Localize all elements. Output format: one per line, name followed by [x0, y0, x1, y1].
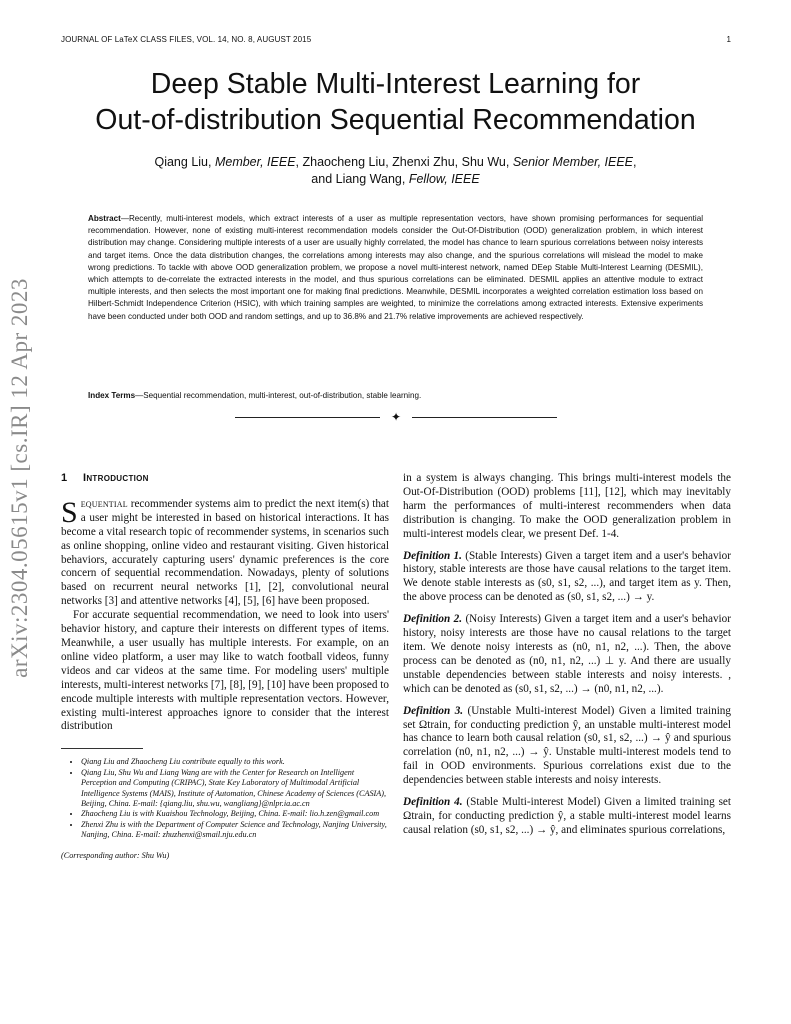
- arxiv-stamp: [0, 0, 40, 1024]
- definition-text: (Noisy Interests) Given a target item and a user's behavior history, noisy interests are those have no causal relations to the target item. We denote noisy interests as (n0, n1, n2, ...). Then, the above process can be denoted as (n0, n1, n2, ...) ⊥ y. And there are usually unstable dependencies between stable interests and noisy interests. , which can be denoted as (s0, s1, s2, ...) → (n0, n1, n2, ...).: [403, 613, 731, 695]
- definition-4: [403, 796, 731, 838]
- title-line-1: Deep Stable Multi-Interest Learning for: [150, 68, 641, 100]
- definition-label: Definition 3.: [403, 704, 464, 717]
- divider-line-right: [412, 417, 557, 418]
- author-line-2: and Liang Wang, Fellow, IEEE: [311, 172, 480, 186]
- footnote-item: • Zhenxi Zhu is with the Department of Computer Science and Technology, Nanjing University, Nanjing, China. E-mail: zhuzhenxi@smail.nju.edu.cn: [81, 820, 389, 841]
- definition-label: Definition 4.: [403, 796, 463, 809]
- author-list: [40, 154, 751, 188]
- definition-1: [403, 550, 731, 606]
- abstract: [88, 213, 703, 323]
- section-number: 1: [61, 472, 68, 484]
- index-terms-label: Index Terms: [88, 391, 136, 400]
- page-number: 1: [726, 35, 731, 44]
- arxiv-id: arXiv:2304.05615v1 [cs.IR] 12 Apr 2023: [7, 278, 32, 678]
- definition-label: Definition 2.: [403, 613, 463, 626]
- section-divider: [235, 410, 557, 424]
- definition-label: Definition 1.: [403, 549, 462, 562]
- corresponding-author: (Corresponding author: Shu Wu): [61, 850, 170, 860]
- definition-text: (Stable Multi-interest Model) Given a limited training set Ωtrain, for conducting prediction ŷ, a stable multi-interest model learns causal relation (s0, s1, s2, ...) → ŷ, and eliminates spurious correlations,: [403, 796, 731, 836]
- abstract-label: Abstract: [88, 214, 121, 223]
- footnote-item: • Qiang Liu and Zhaocheng Liu contribute equally to this work.: [81, 757, 389, 767]
- index-terms-text: —Sequential recommendation, multi-interest, out-of-distribution, stable learning.: [135, 391, 422, 400]
- intro-paragraph-2: For accurate sequential recommendation, we need to look into users' behavior history, and capture their interests on different types of items. Meanwhile, a user usually has multiple interests. For example, on an online video platform, a user may like to watch football videos, funny videos and car videos at the same time. For modeling users' multiple interests, multi-interest networks [7], [8], [9], [10] have been proposed to encode multiple interests with multiple representation vectors. However, existing multi-interest approaches ignore to consider that the interest distribution: [61, 609, 389, 733]
- footnote-item: • Qiang Liu, Shu Wu and Liang Wang are with the Center for Research on Intelligent Perception and Computing (CRIPAC), State Key Laboratory of Multimodal Artificial Intelligence Systems (MAIS), Institute of Automation, Chinese Academy of Sciences (CASIA), Beijing, China. E-mail: {qiang.liu, shu.wu, wangliang}@nlpr.ia.ac.cn: [81, 768, 389, 810]
- definition-3: [403, 705, 731, 788]
- journal-line: JOURNAL OF LaTeX CLASS FILES, VOL. 14, NO. 8, AUGUST 2015: [61, 35, 312, 44]
- lead-in-word: equential: [80, 497, 128, 510]
- index-terms: [88, 390, 703, 402]
- left-column: [61, 472, 389, 861]
- right-column: [403, 472, 731, 838]
- intro-paragraph-1: Sequential recommender systems aim to predict the next item(s) that a user might be interested in based on historical interactions. It has become a vital research topic of recommender systems, in scenarios such as online shopping, online video and restaurant visiting. Given historical behaviors, accurately capturing users' dynamic preferences is the core concern of sequential recommendation. Nowadays, plenty of solutions based on recurrent neural networks [1], [2], convolutional neural networks [3] and attentive networks [4], [5], [6] have been proposed.: [61, 495, 389, 608]
- author-line-1: Qiang Liu, Member, IEEE, Zhaocheng Liu, Zhenxi Zhu, Shu Wu, Senior Member, IEEE,: [154, 155, 637, 169]
- divider-line-left: [235, 417, 380, 418]
- diamond-icon: ✦: [391, 410, 402, 424]
- footnote-rule: [61, 748, 143, 749]
- abstract-text: —Recently, multi-interest models, which extract interests of a user as multiple representation vectors, have shown promising performances for sequential recommendation. However, none of existing multi-interest recommendation models consider the Out-Of-Distribution (OOD) generalization problem, in which interest distribution may change. Considering multiple interests of a user are usually highly correlated, the model has chance to learn spurious correlations between noisy interests and target items. Once the data distribution changes, the correlations among interests may also change, and the spurious correlations will mislead the model to make wrong predictions. To tackle with above OOD generalization problem, we propose a novel multi-interest network, named DEep Stable Multi-Interest Learning (DESMIL), which attempts to de-correlate the extracted interests in the model, and thus spurious correlations can be eliminated. DESMIL applies an attentive module to extract multiple interests, and then selects the most important one for making final predictions. Meanwhile, DESMIL incorporates a weighted correlation estimation loss based on Hilbert-Schmidt Independence Criterion (HSIC), with which training samples are weighted, to minimize the correlations among extracted interests. Extensive experiments have been conducted under both OOD and random settings, and up to 36.8% and 21.7% relative improvements are achieved respectively.: [88, 214, 703, 321]
- title-line-2: Out-of-distribution Sequential Recommendation: [95, 104, 696, 136]
- footnotes: [61, 757, 389, 861]
- intro-paragraph-3: in a system is always changing. This brings multi-interest models the Out-Of-Distribution (OOD) problems [11], [12], which may inevitably harm the performances of multi-interest recommenders when data distribution is changing. To make the OOD generalization problem in multi-interest models clear, we present Def. 1-4.: [403, 472, 731, 540]
- definition-text: (Stable Interests) Given a target item and a user's behavior history, stable interests are those have causal relations to the target item. We denote stable interests as (s0, s1, s2, ...), and target item as y. Then, the above process can be denoted as (s0, s1, s2, ...) → y.: [403, 549, 731, 604]
- drop-cap: S: [61, 495, 78, 529]
- definition-text: (Unstable Multi-interest Model) Given a limited training set Ωtrain, for conducting prediction ŷ, an unstable multi-interest model has chance to learn both causal relation (s0, s1, s2, ...) → ŷ and spurious correlation (n0, n1, n2, ...) → ŷ. Unstable multi-interest models tend to fail in OOD environments. Spurious correlations exist due to the dependencies between stable interests and noisy interests.: [403, 704, 731, 787]
- footnote-item: • Zhaocheng Liu is with Kuaishou Technology, Beijing, China. E-mail: lio.h.zen@gmail.com: [81, 809, 389, 819]
- section-title: Introduction: [83, 472, 149, 484]
- definition-2: [403, 613, 731, 696]
- paper-title: [40, 66, 751, 138]
- running-head: [61, 35, 731, 44]
- section-heading: [61, 472, 389, 486]
